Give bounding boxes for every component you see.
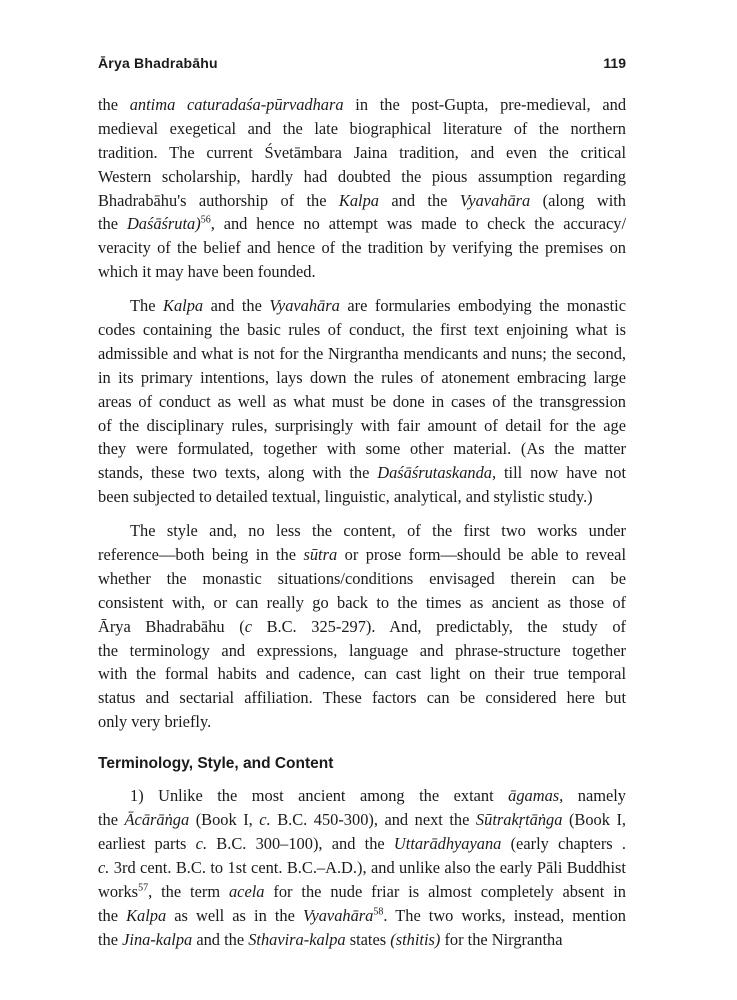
text-line: [98, 543, 626, 567]
text-run: the: [98, 95, 130, 114]
running-title: Ārya Bhadrabāhu: [98, 55, 218, 71]
text-line: [98, 615, 626, 639]
italic-term: Sthavira-kalpa: [248, 929, 346, 949]
text-line: [98, 165, 626, 189]
italic-term: acela: [228, 881, 265, 901]
text-run: been subjected to detailed textual, linguistic, analytical, and stylistic study.): [98, 487, 593, 507]
text-run: states: [345, 929, 391, 949]
italic-term: Daśāśruta): [126, 214, 201, 234]
book-page: [98, 55, 626, 961]
text-run: consistent with, or can really go back to the times as ancient as those of: [98, 592, 626, 612]
text-run: , the term: [148, 881, 229, 901]
text-run: (along with: [530, 190, 626, 210]
italic-term: Kalpa: [126, 905, 167, 925]
text-line: [98, 390, 626, 414]
running-head: [98, 55, 626, 83]
text-run: The style and, no less the content, of the first two works under: [130, 521, 626, 541]
text-run: medieval exegetical and the late biographical literature of the northern: [98, 118, 626, 138]
text-line: [98, 212, 626, 236]
text-run: the: [98, 929, 123, 949]
text-line: [98, 342, 626, 366]
footnote-marker: 56: [200, 214, 211, 226]
text-run: in the post-Gupta, pre-medieval, and: [343, 95, 627, 114]
text-run: for the Nirgrantha: [440, 929, 563, 949]
text-line: [98, 639, 626, 663]
italic-term: Daśāśrutaskanda,: [377, 463, 497, 483]
text-line: [98, 710, 626, 734]
text-run: codes containing the basic rules of conduct, the first text enjoining what is: [98, 320, 626, 340]
text-run: or prose form—should be able to reveal: [337, 545, 626, 565]
text-run: Ārya Bhadrabāhu (: [98, 616, 245, 636]
text-run: and the: [203, 296, 270, 316]
text-run: namely: [563, 786, 627, 806]
italic-term: c.: [259, 810, 271, 830]
text-run: stands, these two texts, along with the: [98, 463, 378, 483]
text-line: [98, 591, 626, 615]
text-run: till now have not: [496, 463, 627, 483]
text-line: [98, 318, 626, 342]
italic-term: Kalpa: [163, 296, 204, 316]
section-heading: Terminology, Style, and Content: [98, 755, 334, 773]
italic-term: Vyavahāra: [302, 905, 374, 925]
text-run: the: [98, 810, 125, 830]
text-run: 1) Unlike the most ancient among the extant: [130, 786, 509, 806]
text-line: [98, 662, 626, 686]
italic-term: āgamas,: [508, 786, 564, 806]
italic-term: Sūtrakṛtāṅga: [475, 810, 563, 830]
text-line: [98, 567, 626, 591]
text-run: The: [130, 296, 164, 316]
text-line: [98, 236, 626, 260]
text-run: Western scholarship, hardly had doubted the pious assumption regarding: [98, 166, 626, 186]
text-line: [98, 189, 626, 213]
text-run: 3rd cent. B.C. to 1st cent. B.C.–A.D.), and unlike also the early Pāli Buddhist: [109, 857, 626, 877]
text-line: [98, 904, 626, 928]
italic-term: Ācārāṅga: [124, 810, 190, 830]
text-line: [98, 141, 626, 165]
italic-term: c: [244, 616, 252, 636]
text-line: [98, 461, 626, 485]
text-run: they were formulated, together with some other material. (As the matter: [98, 439, 626, 459]
text-run: in its primary intentions, lays down the rules of atonement embracing large: [98, 367, 626, 387]
text-line: [98, 856, 626, 880]
text-line: [98, 260, 626, 284]
text-run: B.C. 450-300), and next the: [270, 810, 476, 830]
text-run: works: [98, 881, 139, 901]
text-run: (Book I,: [189, 810, 260, 830]
footnote-marker: 57: [138, 882, 149, 894]
text-run: Bhadrabāhu's authorship of the: [98, 190, 339, 210]
footnote-marker: 58: [373, 906, 384, 918]
italic-term: Kalpa: [338, 190, 379, 210]
section-body-text: [98, 784, 626, 951]
text-run: with the formal habits and cadence, can cast light on their true temporal: [98, 664, 626, 684]
paragraph-p2: [98, 294, 626, 509]
text-run: as well as in the: [166, 905, 303, 925]
page-number: 119: [603, 55, 626, 71]
text-line: [98, 928, 626, 952]
text-run: B.C. 300–100), and the: [207, 833, 394, 853]
italic-term: Vyavahāra: [459, 190, 531, 210]
text-line: [98, 832, 626, 856]
text-run: tradition. The current Śvetāmbara Jaina tradition, and even the critical: [98, 142, 626, 162]
text-run: whether the monastic situations/conditions envisaged therein can be: [98, 568, 626, 588]
text-run: the terminology and expressions, language and phrase-structure together: [98, 640, 626, 660]
text-run: veracity of the belief and hence of the tradition by verifying the premises on: [98, 238, 626, 258]
text-run: of the disciplinary rules, surprisingly with fair amount of detail for the age: [98, 415, 626, 435]
text-run: and the: [192, 929, 249, 949]
italic-term: (sthitis): [390, 929, 441, 949]
text-line: [98, 93, 626, 117]
text-line: [98, 366, 626, 390]
italic-term: c.: [98, 857, 110, 877]
text-line: [98, 437, 626, 461]
italic-term: antima caturadaśa-pūrvadhara: [129, 95, 344, 114]
paragraph-p4: [98, 784, 626, 951]
text-run: B.C. 325-297). And, predictably, the study of: [251, 616, 626, 636]
text-line: [98, 414, 626, 438]
text-line: [98, 880, 626, 904]
text-run: , and hence no attempt was made to check the accuracy/: [210, 214, 626, 234]
text-run: areas of conduct as well as what must be done in cases of the transgression: [98, 391, 626, 411]
text-run: the: [98, 905, 127, 925]
text-line: [98, 686, 626, 710]
text-run: only very briefly.: [98, 712, 212, 732]
text-run: (early chapters .: [501, 833, 626, 853]
paragraph-p3: [98, 519, 626, 734]
italic-term: Vyavahāra: [269, 296, 340, 316]
paragraph-p1: [98, 93, 626, 284]
italic-term: Jina-kalpa: [122, 929, 193, 949]
text-run: and the: [378, 190, 460, 210]
text-line: [98, 117, 626, 141]
text-line: [98, 294, 626, 318]
text-run: reference—both being in the: [98, 545, 304, 565]
text-line: [98, 519, 626, 543]
italic-term: sūtra: [303, 545, 338, 565]
text-run: admissible and what is not for the Nirgrantha mendicants and nuns; the second,: [98, 343, 626, 363]
italic-term: c.: [195, 833, 208, 853]
text-run: are formularies embodying the monastic: [339, 296, 627, 316]
text-run: for the nude friar is almost completely absent in: [264, 881, 626, 901]
body-text: [98, 93, 626, 734]
text-line: [98, 784, 626, 808]
text-line: [98, 485, 626, 509]
text-run: which it may have been founded.: [98, 262, 316, 282]
text-run: . The two works, instead, mention: [383, 905, 627, 925]
text-run: (Book I,: [562, 810, 627, 830]
italic-term: Uttarādhyayana: [393, 833, 502, 853]
text-run: status and sectarial affiliation. These factors can be considered here but: [98, 688, 626, 708]
text-run: earliest parts: [98, 833, 196, 853]
text-run: the: [98, 214, 127, 234]
text-line: [98, 808, 626, 832]
